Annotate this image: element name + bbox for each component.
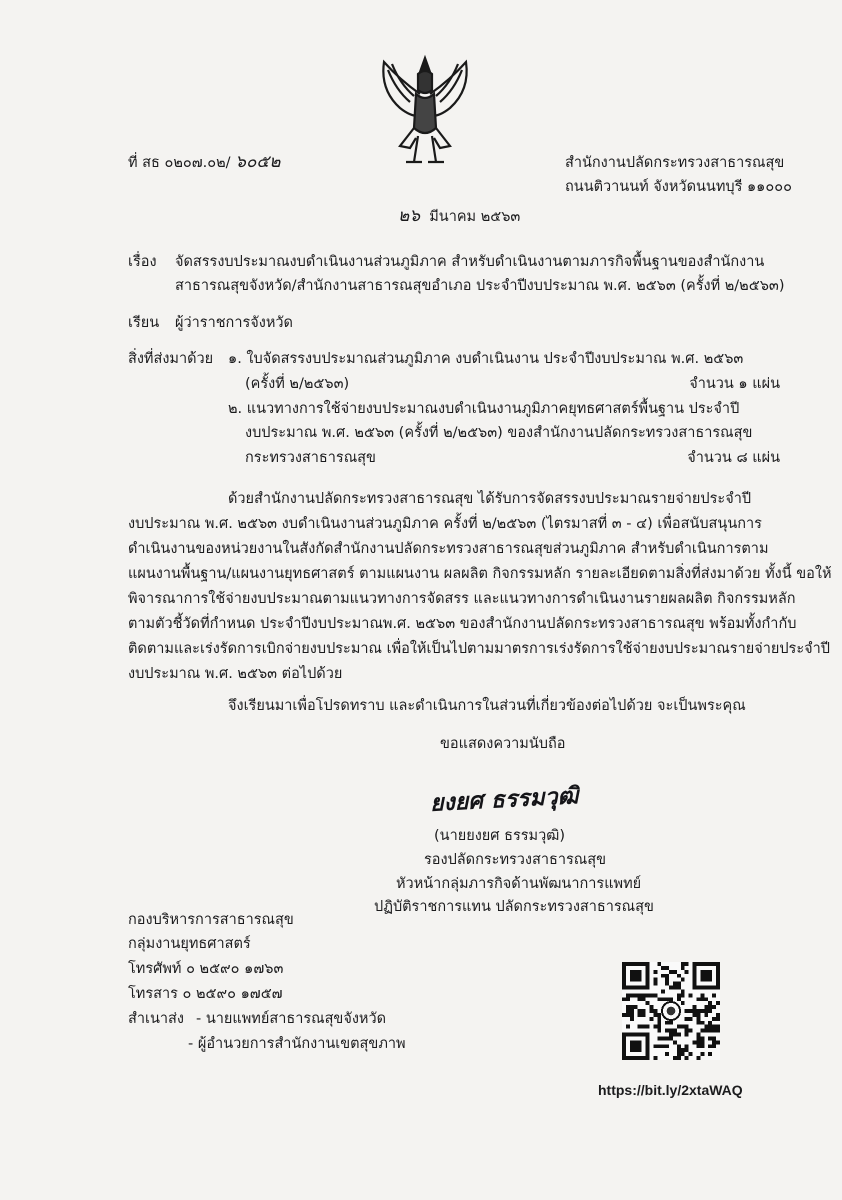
- body-line-3: ดำเนินงานของหน่วยงานในสังกัดสำนักงานปลัดกระทรวงสาธารณสุขส่วนภูมิภาค สำหรับดำเนินการตาม: [128, 541, 769, 557]
- doc-number-handwritten: ๖๐๕๒: [235, 152, 281, 172]
- footer-group: กลุ่มงานยุทธศาสตร์: [128, 936, 251, 952]
- signer-name: (นายยงยศ ธรรมวุฒิ): [434, 828, 565, 844]
- date-day-handwritten: ๒๖: [398, 206, 420, 226]
- qr-code-icon: [621, 962, 721, 1060]
- footer-department: กองบริหารการสาธารณสุข: [128, 912, 294, 928]
- doc-number-prefix: ที่ สธ ๐๒๐๗.๐๒/: [128, 155, 231, 171]
- letter-date: [398, 206, 520, 227]
- body-line-1: ด้วยสำนักงานปลัดกระทรวงสาธารณสุข ได้รับการจัดสรรงบประมาณรายจ่ายประจำปี: [228, 491, 752, 507]
- garuda-emblem-icon: [370, 50, 480, 170]
- footer-url[interactable]: https://bit.ly/2xtaWAQ: [598, 1082, 743, 1098]
- footer-fax: โทรสาร ๐ ๒๕๙๐ ๑๗๕๗: [128, 986, 283, 1002]
- subject-line-2: สาธารณสุขจังหวัด/สำนักงานสาธารณสุขอำเภอ ประจำปีงบประมาณ พ.ศ. ๒๕๖๓ (ครั้งที่ ๒/๒๕๖๓): [175, 278, 785, 294]
- date-month-year: มีนาคม ๒๕๖๓: [429, 209, 521, 225]
- footer-phone: โทรศัพท์ ๐ ๒๕๙๐ ๑๗๖๓: [128, 961, 284, 977]
- enclosure-2-line-3: กระทรวงสาธารณสุข: [245, 450, 376, 466]
- subject-label: เรื่อง: [128, 254, 157, 270]
- enclosure-2-line-2: งบประมาณ พ.ศ. ๒๕๖๓ (ครั้งที่ ๒/๒๕๖๓) ของสำนักงานปลัดกระทรวงสาธารณสุข: [245, 425, 753, 441]
- signer-title-1: รองปลัดกระทรวงสาธารณสุข: [424, 852, 606, 868]
- to-label: เรียน: [128, 315, 160, 331]
- footer-cc-2: - ผู้อำนวยการสำนักงานเขตสุขภาพ: [188, 1036, 406, 1052]
- org-address: ถนนติวานนท์ จังหวัดนนทบุรี ๑๑๐๐๐: [565, 179, 792, 195]
- enclosure-1-line-1: ๑. ใบจัดสรรงบประมาณส่วนภูมิภาค งบดำเนินงาน ประจำปีงบประมาณ พ.ศ. ๒๕๖๓: [228, 351, 744, 367]
- to-value: ผู้ว่าราชการจังหวัด: [175, 315, 293, 331]
- body-line-6: ตามตัวชี้วัดที่กำหนด ประจำปีงบประมาณพ.ศ. ๒๕๖๓ ของสำนักงานปลัดกระทรวงสาธารณสุข พร้อมทั้งกำกับ: [128, 616, 797, 632]
- regards: ขอแสดงความนับถือ: [440, 736, 566, 752]
- footer-cc-1: - นายแพทย์สาธารณสุขจังหวัด: [196, 1011, 387, 1027]
- enclosure-2-line-1: ๒. แนวทางการใช้จ่ายงบประมาณงบดำเนินงานภูมิภาคยุทธศาสตร์พื้นฐาน ประจำปี: [228, 401, 740, 417]
- body-line-4: แผนงานพื้นฐาน/แผนงานยุทธศาสตร์ ตามแผนงาน ผลผลิต กิจกรรมหลัก รายละเอียดตามสิ่งที่ส่งมาด้วย ทั้งนี้ ขอให้: [128, 566, 832, 582]
- subject-line-1: จัดสรรงบประมาณงบดำเนินงานส่วนภูมิภาค สำหรับดำเนินงานตามภารกิจพื้นฐานของสำนักงาน: [175, 254, 765, 270]
- body-line-5: พิจารณาการใช้จ่ายงบประมาณตามแนวทางการจัดสรร และแนวทางการดำเนินงานรายผลผลิต กิจกรรมหลัก: [128, 591, 796, 607]
- body-line-2: งบประมาณ พ.ศ. ๒๕๖๓ งบดำเนินงานส่วนภูมิภาค ครั้งที่ ๒/๒๕๖๓ (ไตรมาสที่ ๓ - ๔) เพื่อสนับสนุนการ: [128, 516, 762, 532]
- signer-title-2: หัวหน้ากลุ่มภารกิจด้านพัฒนาการแพทย์: [396, 876, 642, 892]
- enclosure-1-qty: จำนวน ๑ แผ่น: [689, 376, 780, 392]
- footer-cc-label: สำเนาส่ง: [128, 1011, 184, 1027]
- doc-number: [128, 152, 280, 173]
- body-line-7: ติดตามและเร่งรัดการเบิกจ่ายงบประมาณ เพื่อให้เป็นไปตามมาตรการเร่งรัดการใช้จ่ายงบประมาณรายจ่ายประจำปี: [128, 641, 830, 657]
- handwritten-signature: ยงยศ ธรรมวุฒิ: [429, 782, 579, 817]
- enclosure-2-qty: จำนวน ๘ แผ่น: [687, 450, 780, 466]
- org-name: สำนักงานปลัดกระทรวงสาธารณสุข: [565, 155, 785, 171]
- body-line-8: งบประมาณ พ.ศ. ๒๕๖๓ ต่อไปด้วย: [128, 666, 343, 682]
- enclosure-1-line-2: (ครั้งที่ ๒/๒๕๖๓): [245, 376, 350, 392]
- enclosures-label: สิ่งที่ส่งมาด้วย: [128, 351, 214, 367]
- closing-line: จึงเรียนมาเพื่อโปรดทราบ และดำเนินการในส่วนที่เกี่ยวข้องต่อไปด้วย จะเป็นพระคุณ: [228, 698, 746, 714]
- signer-title-3: ปฏิบัติราชการแทน ปลัดกระทรวงสาธารณสุข: [374, 899, 654, 915]
